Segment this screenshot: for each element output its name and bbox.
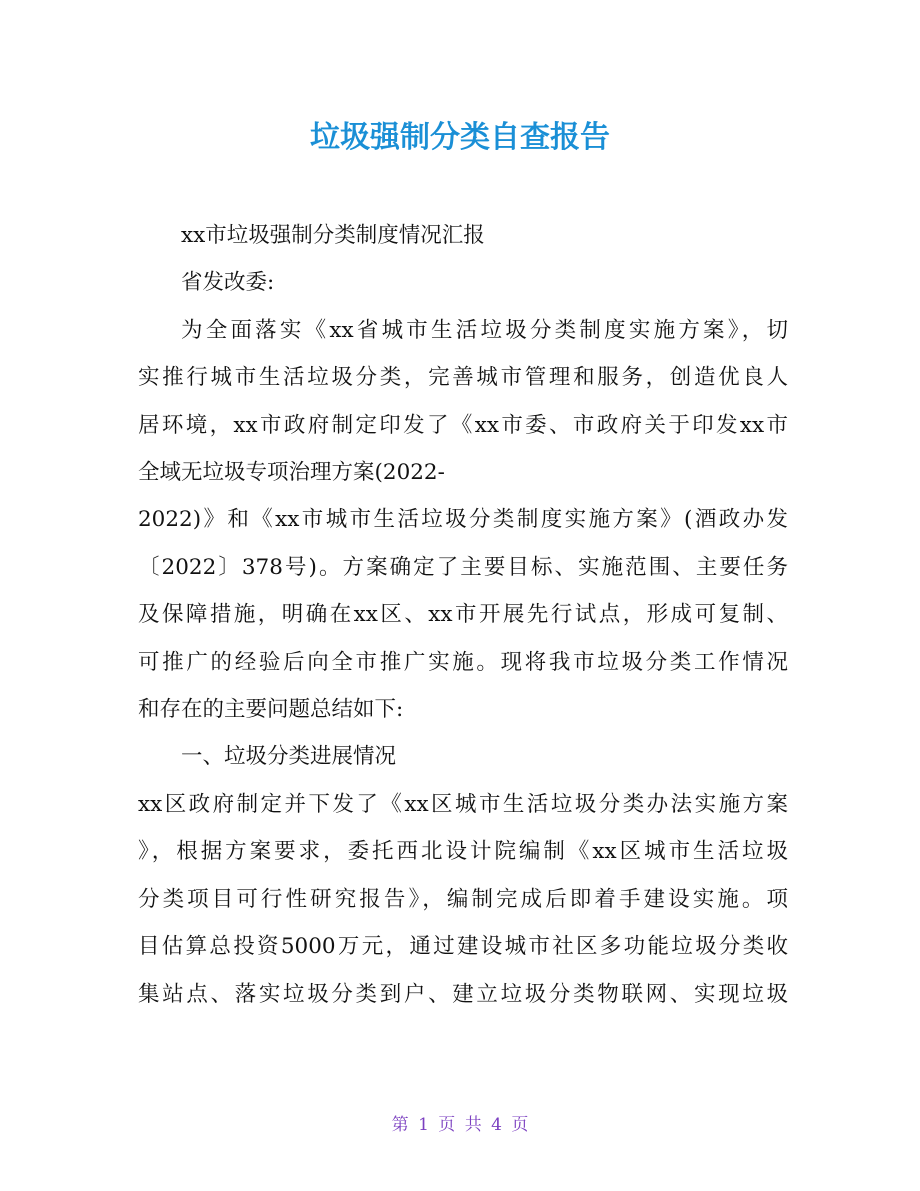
paragraph-line: xx区政府制定并下发了《xx区城市生活垃圾分类办法实施方案 (138, 791, 788, 817)
document-body (138, 212, 788, 1018)
paragraph-line: 〔2022〕378号)。方案确定了主要目标、实施范围、主要任务 (138, 554, 788, 580)
paragraph-line: 和存在的主要问题总结如下: (138, 697, 404, 723)
paragraph-line: 集站点、落实垃圾分类到户、建立垃圾分类物联网、实现垃圾 (138, 981, 788, 1007)
paragraph-line: 居环境，xx市政府制定印发了《xx市委、市政府关于印发xx市 (138, 412, 788, 438)
paragraph-line: 为全面落实《xx省城市生活垃圾分类制度实施方案》，切 (181, 317, 788, 343)
paragraph-line: 2022)》和《xx市城市生活垃圾分类制度实施方案》(酒政办发 (138, 507, 788, 533)
paragraph (138, 307, 788, 734)
paragraph-line: 》，根据方案要求，委托西北设计院编制《xx区城市生活垃圾 (138, 839, 788, 865)
paragraph-line: 省发改委: (181, 270, 275, 296)
paragraph (138, 212, 788, 259)
paragraph-line: xx市垃圾强制分类制度情况汇报 (181, 223, 485, 248)
section-heading (138, 733, 788, 780)
paragraph-line: 分类项目可行性研究报告》，编制完成后即着手建设实施。项 (138, 886, 788, 912)
paragraph-line: 一、垃圾分类进展情况 (181, 744, 397, 770)
page-number-footer: 第 1 页 共 4 页 (391, 1115, 529, 1135)
paragraph-line: 可推广的经验后向全市推广实施。现将我市垃圾分类工作情况 (138, 649, 788, 675)
paragraph (138, 259, 788, 306)
document-title: 垃圾强制分类自查报告 (310, 120, 610, 155)
paragraph (138, 781, 788, 1018)
paragraph-line: 全域无垃圾专项治理方案(2022- (138, 460, 445, 486)
paragraph-line: 实推行城市生活垃圾分类，完善城市管理和服务，创造优良人 (138, 365, 788, 391)
paragraph-line: 及保障措施，明确在xx区、xx市开展先行试点，形成可复制、 (138, 602, 788, 628)
paragraph-line: 目估算总投资5000万元，通过建设城市社区多功能垃圾分类收 (138, 934, 788, 960)
